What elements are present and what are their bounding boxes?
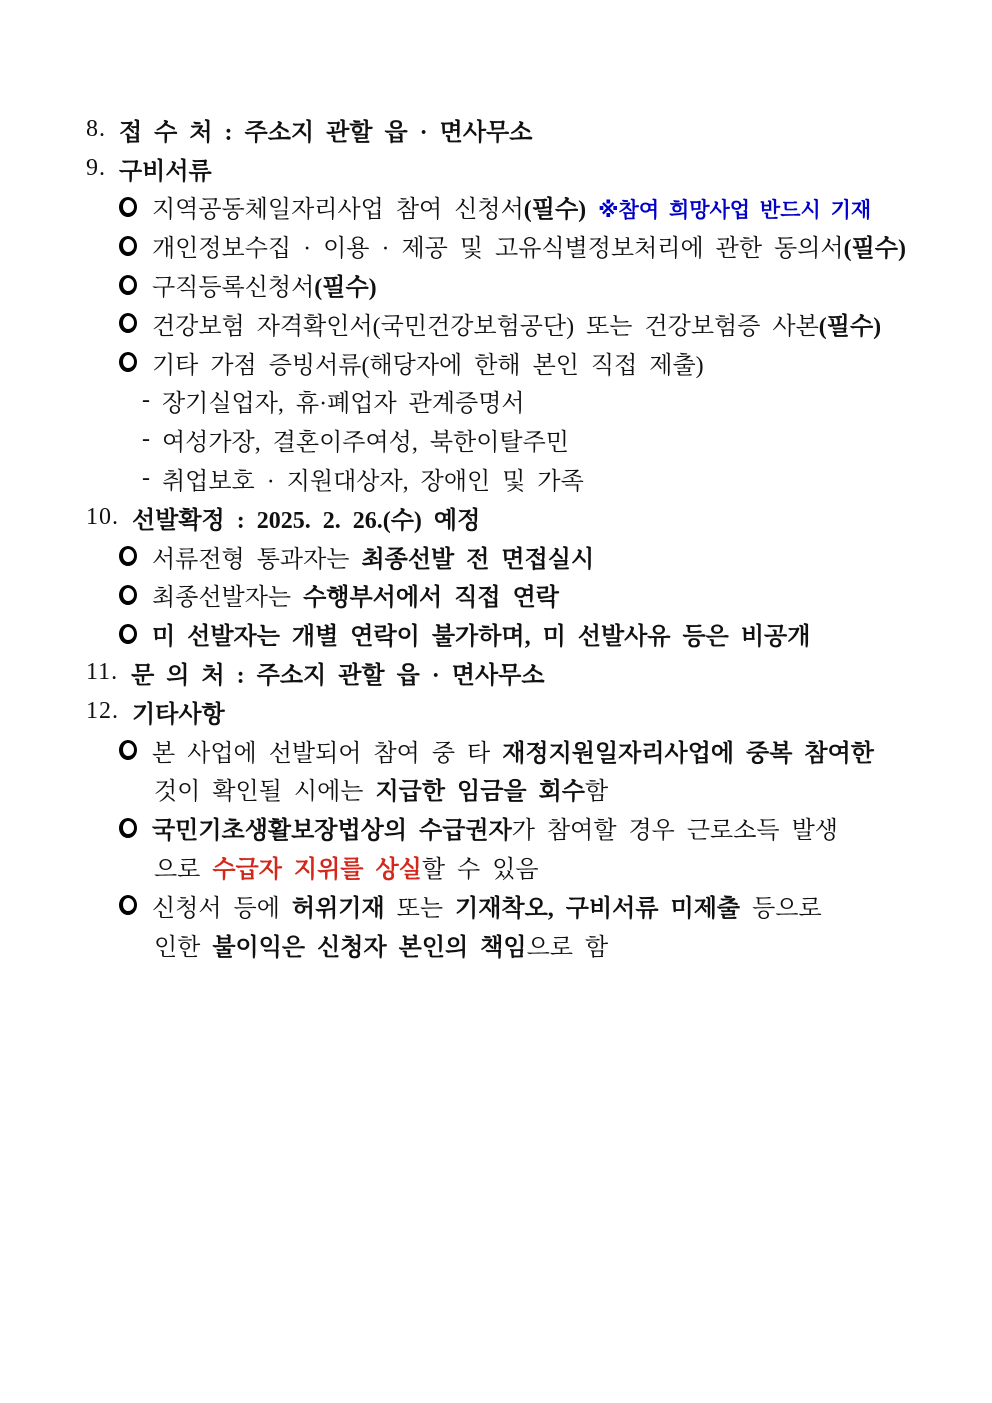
bullet-circle-icon: [119, 624, 137, 644]
text-segment: 구비서류 미제출: [565, 895, 741, 922]
doc-line-10: [86, 459, 936, 498]
doc-line-11: [86, 498, 936, 537]
text-segment: 여성가장, 결혼이주여성, 북한이탈주민: [162, 430, 569, 457]
doc-line-14: [86, 614, 936, 653]
text-segment: 으로 함: [526, 934, 609, 961]
text-segment: [586, 197, 598, 223]
line-text: [154, 771, 608, 806]
line-text: [162, 422, 569, 457]
text-segment: (필수): [523, 197, 587, 224]
text-segment: (필수): [314, 275, 377, 302]
line-text: [152, 228, 906, 263]
bullet-circle-icon: [119, 740, 137, 760]
item-number: 12.: [86, 697, 119, 724]
text-segment: 등으로: [740, 895, 822, 922]
item-number: 8.: [86, 115, 106, 142]
line-text: [152, 306, 881, 341]
text-segment: 문 의 처 : 주소지 관할 읍 · 면사무소: [131, 663, 545, 690]
bullet-circle-icon: [119, 585, 137, 605]
doc-line-18: [86, 770, 936, 809]
line-text: [154, 849, 539, 884]
text-segment: 본 사업에 선발되어 참여 중 타: [152, 740, 503, 767]
doc-line-7: [86, 343, 936, 382]
text-segment: 구직등록신청서: [152, 275, 315, 302]
line-text: [152, 810, 838, 845]
document-body: [86, 110, 936, 964]
doc-line-16: [86, 692, 936, 731]
doc-line-19: [86, 808, 936, 847]
text-segment: 불이익은 신청자 본인의 책임: [212, 934, 527, 961]
line-text: [152, 616, 810, 651]
bullet-circle-icon: [119, 236, 137, 256]
text-segment: 기타 가점 증빙서류(해당자에 한해 본인 직접 제출): [152, 352, 704, 379]
dash-icon: -: [142, 426, 150, 453]
bullet-circle-icon: [119, 313, 137, 333]
text-segment: [554, 896, 566, 922]
bullet-circle-icon: [119, 197, 137, 217]
line-text: [162, 461, 584, 496]
item-number: 9.: [86, 154, 106, 181]
bullet-circle-icon: [119, 546, 137, 566]
text-segment: 기재착오,: [455, 895, 554, 922]
bullet-circle-icon: [119, 275, 137, 295]
text-segment: 국민기초생활보장법상의 수급권자: [152, 818, 512, 845]
doc-line-21: [86, 886, 936, 925]
text-segment: 구비서류: [119, 158, 212, 185]
text-segment: 미 선발자는 개별 연락이 불가하며, 미 선발사유 등은 비공개: [152, 624, 811, 651]
line-text: [131, 655, 544, 690]
text-segment: 지급한 임금을 회수: [375, 779, 585, 806]
required-note-text: ※참여 희망사업 반드시 기재: [598, 199, 872, 223]
doc-line-22: [86, 925, 936, 964]
text-segment: 최종선발 전 면접실시: [361, 546, 595, 573]
doc-line-5: [86, 265, 936, 304]
doc-line-12: [86, 537, 936, 576]
text-segment: 개인정보수집 · 이용 · 제공 및 고유식별정보처리에 관한 동의서: [152, 236, 844, 263]
line-text: [132, 500, 480, 535]
doc-line-4: [86, 226, 936, 265]
bullet-circle-icon: [119, 818, 137, 838]
alert-text-segment: 수급자 지위를 상실: [212, 857, 422, 884]
text-segment: 접 수 처 : 주소지 관할 읍 · 면사무소: [119, 119, 533, 146]
line-text: [132, 694, 225, 729]
text-segment: 서류전형 통과자는: [152, 546, 362, 573]
item-number: 11.: [86, 659, 119, 686]
line-text: [119, 112, 532, 147]
bullet-circle-icon: [119, 352, 137, 372]
dash-icon: -: [142, 387, 150, 414]
text-segment: 지역공동체일자리사업 참여 신청서: [152, 197, 524, 224]
text-segment: 기타사항: [132, 701, 225, 728]
text-segment: (필수): [843, 236, 906, 263]
text-segment: 으로: [154, 857, 213, 884]
text-segment: 또는: [384, 895, 456, 922]
item-number: 10.: [86, 503, 119, 530]
text-segment: (필수): [818, 313, 882, 340]
line-text: [152, 577, 559, 612]
text-segment: 건강보험 자격확인서(국민건강보험공단) 또는 건강보험증 사본: [152, 313, 819, 340]
doc-line-6: [86, 304, 936, 343]
doc-line-1: [86, 110, 936, 149]
text-segment: 최종선발자는: [152, 585, 304, 612]
text-segment: 허위기재: [291, 895, 385, 922]
text-segment: 취업보호 · 지원대상자, 장애인 및 가족: [162, 469, 584, 496]
line-text: [152, 733, 874, 768]
text-segment: 할 수 있음: [421, 857, 539, 884]
doc-line-17: [86, 731, 936, 770]
doc-line-20: [86, 847, 936, 886]
text-segment: 가 참여할 경우 근로소득 발생: [511, 818, 838, 845]
text-segment: 것이 확인될 시에는: [154, 779, 376, 806]
text-segment: 장기실업자, 휴·폐업자 관계증명서: [162, 391, 525, 418]
line-text: [152, 189, 871, 224]
line-text: [152, 888, 822, 923]
bullet-circle-icon: [119, 895, 137, 915]
text-segment: 수행부서에서 직접 연락: [303, 585, 559, 612]
doc-line-8: [86, 382, 936, 421]
text-segment: 선발확정 : 2025. 2. 26.(수) 예정: [132, 507, 481, 534]
doc-line-2: [86, 149, 936, 188]
doc-line-15: [86, 653, 936, 692]
text-segment: 재정지원일자리사업에 중복 참여한: [502, 740, 874, 767]
text-segment: 인한: [154, 934, 213, 961]
line-text: [152, 539, 594, 574]
dash-icon: -: [142, 465, 150, 492]
line-text: [162, 383, 525, 418]
line-text: [152, 267, 377, 302]
doc-line-9: [86, 420, 936, 459]
text-segment: 신청서 등에: [152, 895, 292, 922]
line-text: [119, 151, 212, 186]
text-segment: 함: [584, 779, 609, 806]
doc-line-13: [86, 576, 936, 615]
line-text: [152, 345, 704, 380]
line-text: [154, 927, 608, 962]
doc-line-3: [86, 188, 936, 227]
